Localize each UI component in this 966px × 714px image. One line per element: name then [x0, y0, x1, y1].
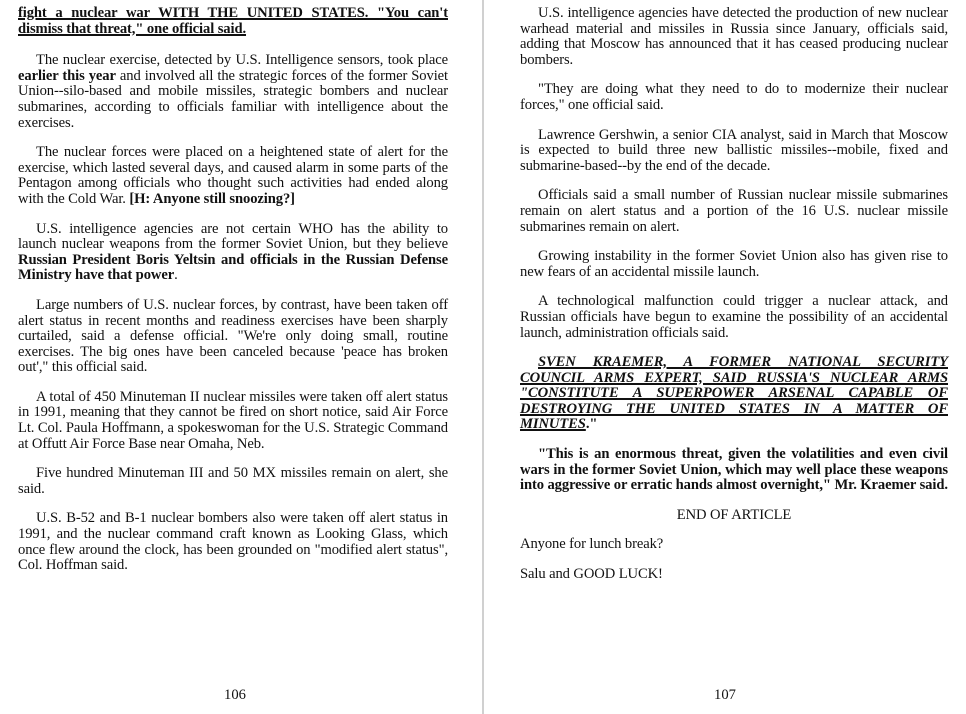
right-page [484, 0, 966, 714]
text-run: ." [585, 416, 598, 433]
text-run: The nuclear forces were placed on a heightened state of alert for the exercise, which lasted several days, and caused alarm in some parts of the Pentagon among officials who thought such activities had ended along with the Cold War. [18, 144, 448, 207]
paragraph [18, 53, 448, 131]
left-page [0, 0, 482, 714]
text-run: U.S. intelligence agencies are not certain WHO has the ability to launch nuclear weapons from the former Soviet Union, but they believe [18, 220, 448, 253]
editor-note: [H: Anyone still snoozing?] [129, 190, 295, 207]
paragraph: Officials said a small number of Russian nuclear missile submarines remain on alert status and a portion of the 16 U.S. nuclear missile submarines remain on alert. [520, 187, 948, 235]
paragraph: "They are doing what they need to do to modernize their nuclear forces," one official said. [520, 81, 948, 113]
bold-run: "This is an enormous threat, given the volatilities and even civil wars in the former Soviet Union, which may well place these weapons into aggressive or erratic hands almost overnight," Mr. Kraemer said. [520, 446, 948, 494]
paragraph: Large numbers of U.S. nuclear forces, by contrast, have been taken off alert status in recent months and readiness exercises have been sharply curtailed, said a defense official. "We're only doing small, routine exercises. The big ones have been canceled because 'peace has broken out'," this official said. [18, 296, 448, 376]
paragraph [18, 145, 448, 207]
paragraph: Five hundred Minuteman III and 50 MX missiles remain on alert, she said. [18, 465, 448, 497]
bold-run: earlier this year [18, 67, 116, 84]
paragraph [18, 222, 448, 284]
bold-quote-paragraph [520, 447, 948, 494]
paragraph: A total of 450 Minuteman II nuclear missiles were taken off alert status in 1991, meaning that they cannot be fired on short notice, said Air Force Lt. Col. Paula Hoffmann, a spokeswoman for the U.S. Strategic Command at Offutt Air Force Base near Omaha, Neb. [18, 388, 448, 452]
page-number: 106 [224, 687, 246, 703]
text-run: and involved all the strategic forces of the former Soviet Union--silo-based and mobile missiles, strategic bombers and nuclear submarines, according to officials familiar with intelligence about the exercises. [18, 67, 448, 131]
emphasized-quote: SVEN KRAEMER, A FORMER NATIONAL SECURITY COUNCIL ARMS EXPERT, SAID RUSSIA'S NUCLEAR ARMS "CONSTITUTE A SUPERPOWER ARSENAL CAPABLE OF DESTROYING THE UNITED STATES IN A MATTER OF MINUTES [520, 354, 948, 433]
paragraph: Lawrence Gershwin, a senior CIA analyst, said in March that Moscow is expected to build three new ballistic missiles--mobile, fixed and submarine-based--by the end of the decade. [520, 126, 948, 174]
closing-line: Anyone for lunch break? [520, 536, 664, 553]
paragraph: U.S. intelligence agencies have detected the production of new nuclear warhead material and missiles in Russia since January, officials said, adding that Moscow has announced that it has ceased producing nuclear bombers. [520, 5, 948, 68]
bold-run: Russian President Boris Yeltsin and officials in the Russian Defense Ministry have that power [18, 251, 448, 284]
text-run: . [174, 267, 178, 284]
emphasized-quote-paragraph [520, 355, 948, 433]
continued-heading: fight a nuclear war WITH THE UNITED STATES. "You can't dismiss that threat," one official said. [18, 5, 448, 37]
paragraph: A technological malfunction could trigger a nuclear attack, and Russian officials have begun to examine the possibility of an accidental launch, administration officials said. [520, 293, 948, 341]
paragraph: Growing instability in the former Soviet Union also has given rise to new fears of an accidental missile launch. [520, 248, 948, 280]
closing-line: Salu and GOOD LUCK! [520, 566, 663, 583]
paragraph: U.S. B-52 and B-1 nuclear bombers also were taken off alert status in 1991, and the nuclear command craft known as Looking Glass, which once flew around the clock, has been grounded on "modified alert status", Col. Hoffman said. [18, 510, 448, 574]
text-run: The nuclear exercise, detected by U.S. Intelligence sensors, took place [36, 52, 448, 69]
page-number: 107 [714, 687, 736, 703]
left-text-column [18, 6, 448, 588]
right-text-column [520, 6, 948, 597]
end-of-article: END OF ARTICLE [676, 506, 792, 523]
